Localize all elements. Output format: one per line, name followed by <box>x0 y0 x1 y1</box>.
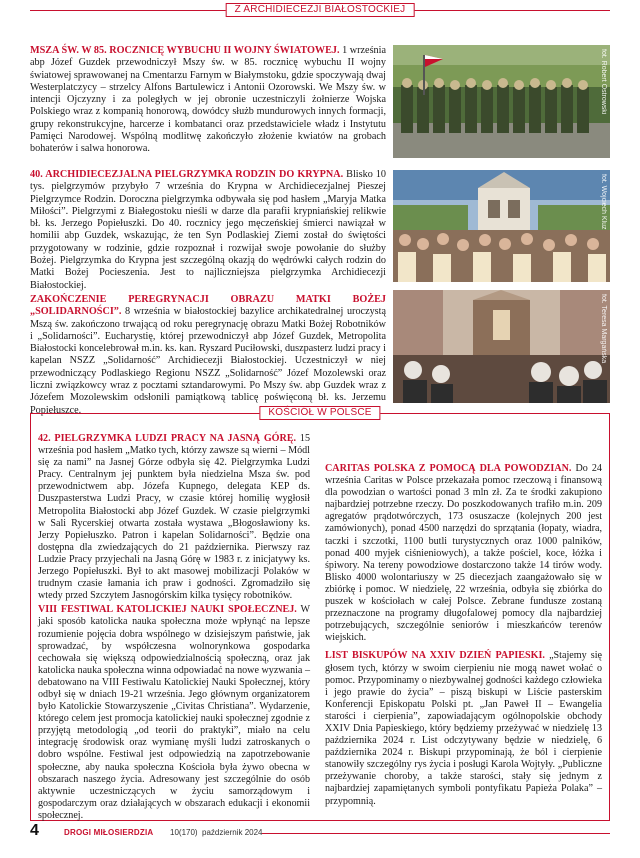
footer-divider <box>262 833 610 834</box>
issue-date: październik 2024 <box>202 828 263 837</box>
photo-cathedral-mass <box>393 290 610 403</box>
article-caritas <box>325 463 602 644</box>
photo-pilgrimage-image <box>393 170 610 282</box>
page-number: 4 <box>30 822 39 839</box>
article-krypno-pilgrimage <box>30 169 386 292</box>
article-body: Do 24 września Caritas w Polsce przekazała pomoc rzeczową i finansową dla powodzian o wartości ponad 3 mln zł. Za te środki zakupiono najbardziej potrzebne rzeczy. Do poszkodowanych trafiło m.in. 209 agregatów prądotwórczych, 173 osuszacze (kolejnych 200 jest zamówionych), ponad 4500 narzędzi do sprzątania (łopaty, wiadra, taczki i szczotki, 1100 butli turystycznych oraz 1000 palników, ponad 400 myjek ciśnieniowych), a także pościel, koce, łóżka i śpiwory. Na tereny powodziowe dostarczono także 14 tirów wody. Blisko 4000 wolontariuszy w 25 diecezjach zaangażowało się w zbiórkę i pomoc. W niedzielę, 22 września, odbyła się zbiórka do puszek w kościołach w całej Polsce. Zebrane fundusze zostaną przeznaczone na programy długofalowej pomocy dla najbardziej potrzebujących, szczególnie seniorów i mieszkańców terenów wiejskich. <box>325 463 602 644</box>
article-mass-ww2 <box>30 45 386 156</box>
column-left <box>38 433 310 822</box>
photo-credit: fot. Wojciech Kluz <box>600 174 607 230</box>
photo-soldiers-parade <box>393 45 610 158</box>
article-headline: ZAKOŃCZENIE PEREGRYNACJI OBRAZU MATKI BOŻEJ „SOLIDARNOŚCI”. <box>30 294 386 318</box>
article-body: Blisko 10 tys. pielgrzymów przybyło 7 września do Krypna w Archidiecezjalnej Pieszej Pielgrzymce Rodzin. Doroczna pielgrzymka odbywała się pod hasłem „Maryja Matka Miłości”. Pielgrzymi z Białegostoku nieśli w darze dla parafii krypniańskiej relikwie bł. ks. Jerzego Popiełuszki. Do 40. rocznicy jego męczeńskiej śmierci nawiązał w homilii abp Guzdek, wskazując, że ten Syn Podlaskiej Ziemi został do świętości przygotowany w rodzinie, gdzie rozpoznał i rozwijał swoje powołanie do służby Bożej. Pielgrzymka do Krypna jest szczególną okazją do wędrówki całych rodzin do Matki Bożej Pocieszenia. Jest to najliczniejsza pielgrzymka Archidiecezji Białostockiej. <box>30 169 387 291</box>
issue-number: 10(170) <box>170 828 198 837</box>
article-solidarity-icon <box>30 294 386 417</box>
photo-pilgrimage-crowd <box>393 170 610 282</box>
column-continuation-space <box>325 433 602 457</box>
section-header-archdiocese <box>30 3 610 17</box>
article-headline: MSZA ŚW. W 85. ROCZNICĘ WYBUCHU II WOJNY ŚWIATOWEJ. <box>30 45 340 56</box>
article-headline: VIII FESTIWAL KATOLICKIEJ NAUKI SPOŁECZNEJ. <box>38 604 297 616</box>
photo-cathedral-image <box>393 290 610 403</box>
section-title: Z ARCHIDIECEZJI BIAŁOSTOCKIEJ <box>226 3 415 17</box>
section-header-church <box>30 406 610 420</box>
article-body: 1 września abp Józef Guzdek przewodniczył Mszy św. w 85. rocznicę wybuchu II wojny światowej sprawowanej na Cmentarzu Farnym w Białymstoku, gdzie spoczywają dwaj Westerplatczycy – strzelcy Alfons Bartulewicz i Antonii Ozorowski. We Mszy św. w intencji Ojczyzny i za poległych w jej obronie uczestniczyli żołnierze Wojska Polskiego wraz z kompanią honorową, dowódcy służb mundurowych innych formacji, grupy rekonstrukcyjne, harcerze i kombatanci oraz przedstawiciele władz i Instytutu Pamięci Narodowej. Wspólną modlitwę zakończyło złożenie kwiatów na grobach bohaterów i salwa honorowa. <box>30 45 386 155</box>
page-footer <box>30 820 610 842</box>
article-jasna-gora <box>38 433 310 602</box>
article-headline: CARITAS POLSKA Z POMOCĄ DLA POWODZIAN. <box>325 463 572 474</box>
article-headline: 42. PIELGRZYMKA LUDZI PRACY NA JASNĄ GÓRĘ. <box>38 433 297 444</box>
article-bishops-letter <box>325 650 602 807</box>
column-right <box>325 433 602 808</box>
article-headline: 40. ARCHIDIECEZJALNA PIELGRZYMKA RODZIN DO KRYPNA. <box>30 169 344 180</box>
section-title: KOŚCIÓŁ W POLSCE <box>259 406 380 420</box>
photo-credit: fot. Teresa Margańska <box>600 294 607 364</box>
photo-credit: fot. Robert Ostrowski <box>600 49 607 115</box>
article-headline: LIST BISKUPÓW NA XXIV DZIEŃ PAPIESKI. <box>325 650 545 662</box>
article-body: 15 września pod hasłem „Matko tych, którzy zawsze są wierni – Módl się za nami” na Jasnej Górze odbyła się 42. Pielgrzymka Ludzi Pracy. Centralnym jej punktem była niedzielna Msza św. pod przewodnictwem abp. Józefa Kupnego, delegata KEP ds. Duszpasterstwa Ludzi Pracy, w czasie której homilię wygłosił Metropolita Białostocki abp Józef Guzdek. W czasie pielgrzymki w Sali Rycerskiej otwarta została wystawa „Błogosławiony ks. Jerzy Popiełuszko. Patron i kapelan Solidarności”. Będzie ona dostępna dla zwiedzających do 21 października. Pierwszy raz Ludzie Pracy przyjechali na Jasną Górę w 1983 r. z inicjatywy ks. Jerzego Popiełuszki. Był to akt masowej mobilizacji Polaków w trudnym czasie łamania ich praw i godności. Zgromadziło się wtedy przed Szczytem Jasnogórskim kilka tysięcy robotników. <box>38 433 310 602</box>
photo-soldiers-image <box>393 45 610 158</box>
magazine-title: DROGI MIŁOSIERDZIA <box>64 828 154 837</box>
article-body: „Stajemy się głosem tych, którzy w swoim cierpieniu nie mogą nawet wołać o pomoc. Przypominamy o niezbywalnej godności każdego człowieka i jego prawie do życia” – piszą biskupi w Liście pasterskim Konferencji Episkopatu Polski pt. „Jan Paweł II – Ewangelia starości i cierpienia”, zapowiadającym ogólnopolskie obchody XXIV Dnia Papieskiego, który będziemy przeżywać w niedzielę 13 października 2024 r. List odczytywany będzie w niedzielę, 6 października 2024 r. Biskupi przypominają, że ból i cierpienie stanowiły szczególny rys życia i posługi Karola Wojtyły. „Publiczne przeżywanie choroby, a także starości, stały się jednym z najbardziej zapamiętanych symboli pontyfikatu Papieża Polaka” – przypomnią. <box>325 650 602 807</box>
article-body: W jaki sposób katolicka nauka społeczna może wpłynąć na lepsze rozumienie pojęcia dobra wspólnego w dzisiejszym państwie, jak sprowadzać, by współczesna wolnorynkowa gospodarka cechowała się większą odpowiedzialnością społeczną, oraz jak katolicka nauka społeczna winna odpowiadać na nowe wyzwania – debatowano na VIII Festiwalu Katolickiej Nauki Społecznej, który odbył się w dniach 19-21 września. Jego głównym organizatorem było Katolickie Stowarzyszenie „Civitas Christiana”. Wydarzenie, którego celem jest promocja katolickiej nauki społecznej zgodnie z przyjętą metodologią „od teorii do praktyki”, miało na celu integrację środowisk oraz wymianę myśli ludzi zatroskanych o dobro wspólne. Festiwal jest odpowiedzią na zapotrzebowanie społeczne, aby nauka społeczna Kościoła była żywo obecna w obszarach naszego życia. Adresowany jest szczególnie do osób aktywnie uczestniczących w życiu samorządowym i gospodarczym oraz działających w obszarach edukacji i ekonomii społecznej. <box>38 604 311 821</box>
article-body: 8 września w białostockiej bazylice archikatedralnej uroczystą Mszą św. zakończono trwającą od roku peregrynację obrazu Matki Bożej Robotników i „Solidarności”. Eucharystię, której przewodniczył abp Józef Guzdek, Metropolita Białostocki koncelebrował m.in. ks. kan. Ryszard Puciłowski, duszpasterz ludzi pracy i kapelan NSZZ „Solidarność” Archidiecezji Białostockiej. Uczestniczył w niej przewodniczący Podlaskiego Regionu NSZZ „Solidarność” Józef Mozolewski oraz liczni związkowcy wraz z pocztami sztandarowymi. Po Mszy św. abp Guzdek wraz z Józefem Mozolewskim odsłonili pamiątkową tablicę poświęconą bł. ks. Jerzemu Popiełuszce. <box>30 306 386 416</box>
article-social-festival <box>38 604 310 822</box>
